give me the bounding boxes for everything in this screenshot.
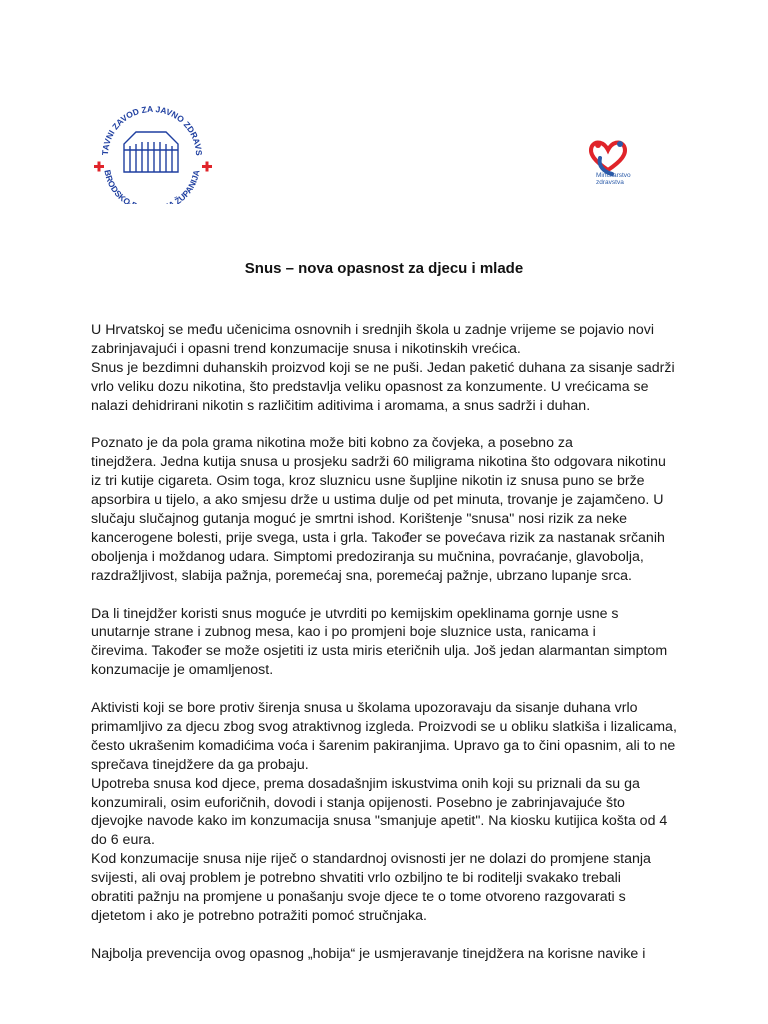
text-line: djevojke navode kako im konzumacija snusa "smanjuje apetit". Na kiosku kutijica košta od 4 xyxy=(91,813,668,830)
logo-arc-top-text: TAVNI ZAVOD ZA JAVNO ZDRAVS xyxy=(99,103,205,156)
text-line: zabrinjavajući i opasni trend konzumacije snusa i nikotinskih vrećica. xyxy=(91,340,521,357)
text-line: razdražljivost, slabija pažnja, poremećaj sna, poremećaj pažnje, ubrzano lupanje srca. xyxy=(91,567,632,584)
text-line: svijesti, ali ovaj problem je potrebno shvatiti vrlo ozbiljno te bi roditelji svakako trebali xyxy=(91,870,621,887)
text-line: često ukrašenim komadićima voća i šarenim pakiranjima. Upravo ga to čini opasnim, ali to ne xyxy=(91,737,676,754)
text-line: kancerogene bolesti, prije svega, usta i grla. Također se povećava rizik za nastanak srčanih xyxy=(91,529,665,546)
text-line: vrlo veliku dozu nikotina, što predstavlja veliku opasnost za konzumente. U vrećicama se xyxy=(91,378,649,395)
text-line: apsorbira u tijelo, a ako smjesu drže u ustima dulje od pet minuta, trovanje je zajamčeno. U xyxy=(91,492,664,509)
paragraph xyxy=(91,605,691,681)
ministry-logo-text xyxy=(596,172,656,186)
text-line: Kod konzumacije snusa nije riječ o standardnoj ovisnosti jer ne dolazi do promjene stanja xyxy=(91,851,651,868)
document-body xyxy=(91,321,691,964)
logo-arc-bottom-text: BRODSKO- ŽUPANIJA xyxy=(102,168,202,204)
paragraph xyxy=(91,434,691,585)
text-line: Aktivisti koji se bore protiv širenja snusa u školama upozoravaju da sisanje duhana vrlo xyxy=(91,700,638,717)
text-line: unutarnje strane i zubnog mesa, kao i po promjeni boje sluznice usta, ranicama i xyxy=(91,624,596,641)
text-line: Upotreba snusa kod djece, prema dosadašnjim iskustvima onih koji su priznali da su ga xyxy=(91,775,640,792)
document-title: Snus – nova opasnost za djecu i mlade xyxy=(244,260,524,277)
text-line: nalazi dehidrirani nikotin s različitim aditivima i aromama, a snus sadrži i duhan. xyxy=(91,397,591,414)
text-line: Poznato je da pola grama nikotina može biti kobno za čovjeka, a posebno za xyxy=(91,435,573,452)
text-line: Da li tinejdžer koristi snus moguće je utvrditi po kemijskim opeklinama gornje usne s xyxy=(91,605,619,622)
text-line: primamljivo za djecu zbog svog atraktivnog izgleda. Proizvodi se u obliku slatkiša i lizalicama, xyxy=(91,719,677,736)
paragraph xyxy=(91,699,691,926)
text-line: oboljenja i moždanog udara. Simptomi predoziranja su mučnina, povraćanje, glavobolja, xyxy=(91,548,644,565)
text-line: tinejdžera. Jedna kutija snusa u prosjeku sadrži 60 miligrama nikotina što odgovara nikotinu xyxy=(91,454,666,471)
text-line: sprečava tinejdžere da ga probaju. xyxy=(91,756,309,773)
text-line: Najbolja prevencija ovog opasnog „hobija“ je usmjeravanje tinejdžera na korisne navike i xyxy=(91,945,646,962)
text-line: Snus je bezdimni duhanskih proizvod koji se ne puši. Jedan paketić duhana za sisanje sadrži xyxy=(91,359,675,376)
text-line: slučaju slučajnog gutanja moguć je smrtni ishod. Korištenje "snusa" nosi rizik za neke xyxy=(91,511,628,528)
ministry-line1: Ministarstvo xyxy=(596,172,631,179)
text-line: konzumacije je omamljenost. xyxy=(91,662,274,679)
text-line: do 6 eura. xyxy=(91,832,155,849)
paragraph xyxy=(91,945,691,964)
text-line: čirevima. Također se može osjetiti iz usta miris eteričnih ulja. Još jedan alarmantan simptom xyxy=(91,643,668,660)
institute-logo-graphic xyxy=(80,94,230,204)
text-line: U Hrvatskoj se među učenicima osnovnih i srednjih škola u zadnje vrijeme se pojavio novi xyxy=(91,322,655,338)
paragraph-gap xyxy=(91,586,691,605)
text-line: iz tri kutije cigareta. Osim toga, kroz sluznicu usne šupljine nikotin iz snusa puno se brže xyxy=(91,473,645,490)
text-line: konzumirali, osim euforičnih, dovodi i stanja opijenosti. Posebno je zabrinjavajuće što xyxy=(91,794,625,811)
paragraph-gap xyxy=(91,926,691,945)
ministry-line2: zdravstva xyxy=(596,179,624,186)
text-line: djetetom i ako je potrebno potražiti pomoć stručnjaka. xyxy=(91,907,427,924)
institute-logo xyxy=(80,94,230,204)
text-line: obratiti pažnju na promjene u ponašanju svoje djece te o tome otvoreno razgovarati s xyxy=(91,889,626,906)
paragraph-gap xyxy=(91,680,691,699)
paragraph xyxy=(91,321,691,415)
paragraph-gap xyxy=(91,415,691,434)
